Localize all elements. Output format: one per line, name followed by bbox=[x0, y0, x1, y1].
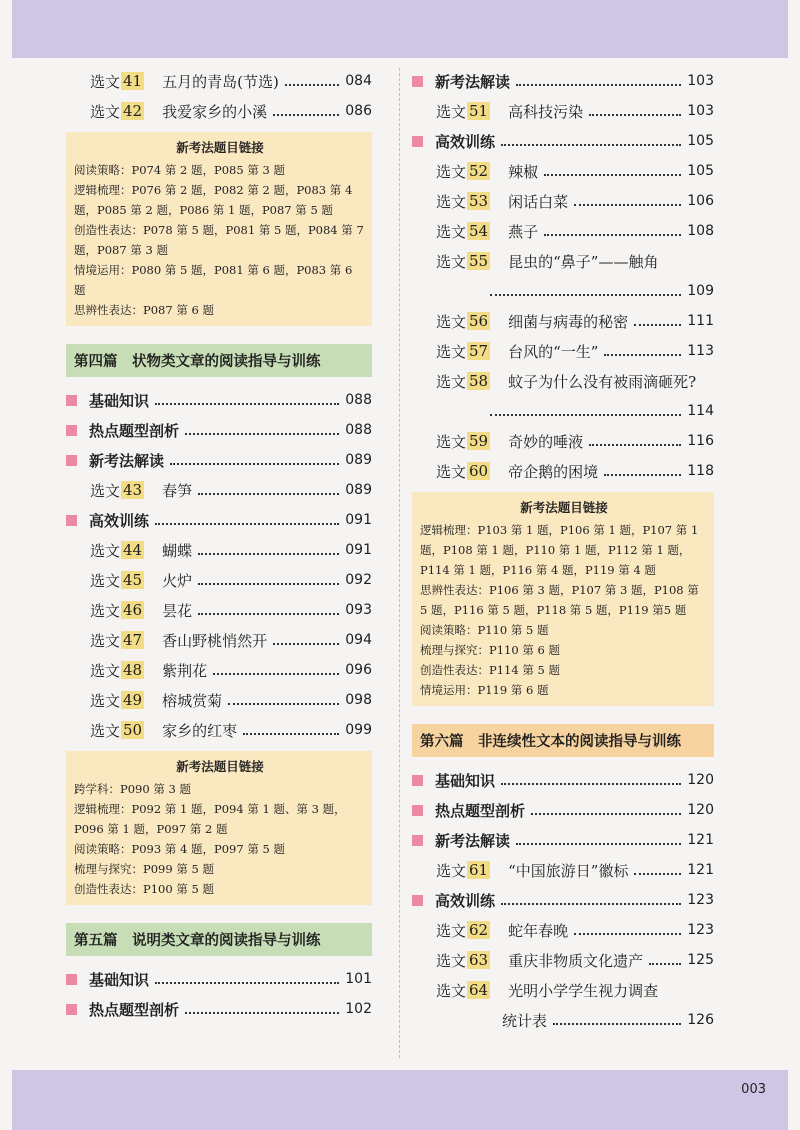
box-title: 新考法题目链接 bbox=[176, 140, 264, 155]
leader-dots bbox=[198, 613, 339, 615]
entry-title: “中国旅游日”徽标 bbox=[508, 861, 629, 880]
leader-dots bbox=[501, 903, 681, 905]
part-6-heading[interactable]: 第六篇 非连续性文本的阅读指导与训练 bbox=[412, 724, 714, 757]
entry-number: 51 bbox=[469, 102, 489, 120]
section-training[interactable] bbox=[66, 505, 372, 535]
entry-page: 091 bbox=[345, 542, 372, 558]
section-label: 基础知识 bbox=[89, 391, 150, 410]
toc-entry-45[interactable] bbox=[66, 565, 372, 595]
leader-dots bbox=[604, 354, 681, 356]
bullet-square-icon bbox=[412, 775, 423, 786]
entry-page: 105 bbox=[687, 163, 714, 179]
bullet-square-icon bbox=[412, 835, 423, 846]
toc-entry-63[interactable] bbox=[412, 945, 714, 975]
section-training[interactable] bbox=[412, 126, 714, 156]
entry-prefix: 选文 bbox=[436, 252, 467, 271]
entry-title-cont: 统计表 bbox=[502, 1011, 548, 1030]
leader-dots bbox=[634, 324, 681, 326]
toc-entry-47[interactable] bbox=[66, 625, 372, 655]
section-basics[interactable] bbox=[412, 765, 714, 795]
toc-entry-57[interactable] bbox=[412, 336, 714, 366]
entry-title: 燕子 bbox=[508, 222, 539, 241]
section-page: 103 bbox=[687, 73, 714, 89]
entry-prefix: 选文 bbox=[436, 192, 467, 211]
leader-dots bbox=[198, 583, 339, 585]
toc-entry-48[interactable] bbox=[66, 655, 372, 685]
column-divider bbox=[399, 68, 400, 1058]
entry-title: 紫荆花 bbox=[162, 661, 208, 680]
leader-dots bbox=[501, 144, 681, 146]
toc-entry-41[interactable] bbox=[66, 66, 372, 96]
leader-dots bbox=[155, 403, 339, 405]
entry-title: 奇妙的唾液 bbox=[508, 432, 584, 451]
section-page: 088 bbox=[345, 422, 372, 438]
entry-number: 47 bbox=[123, 631, 143, 649]
entry-number: 56 bbox=[469, 312, 489, 330]
leader-dots bbox=[574, 933, 681, 935]
toc-entry-46[interactable] bbox=[66, 595, 372, 625]
toc-entry-64[interactable] bbox=[412, 975, 714, 1005]
toc-entry-54[interactable] bbox=[412, 216, 714, 246]
entry-number: 49 bbox=[123, 691, 143, 709]
entry-title: 细菌与病毒的秘密 bbox=[508, 312, 629, 331]
entry-page: 123 bbox=[687, 922, 714, 938]
entry-number: 58 bbox=[469, 372, 489, 390]
entry-prefix: 选文 bbox=[436, 312, 467, 331]
entry-prefix: 选文 bbox=[436, 222, 467, 241]
leader-dots bbox=[185, 1012, 339, 1014]
bullet-square-icon bbox=[66, 455, 77, 466]
entry-page: 094 bbox=[345, 632, 372, 648]
entry-prefix: 选文 bbox=[436, 162, 467, 181]
entry-prefix: 选文 bbox=[436, 342, 467, 361]
entry-number: 60 bbox=[469, 462, 489, 480]
leader-dots bbox=[501, 783, 681, 785]
toc-entry-58-cont[interactable] bbox=[412, 396, 714, 426]
entry-number: 57 bbox=[469, 342, 489, 360]
entry-title: 昆虫的“鼻子”——触角 bbox=[508, 252, 659, 271]
entry-page: 106 bbox=[687, 193, 714, 209]
entry-prefix: 选文 bbox=[90, 571, 121, 590]
entry-prefix: 选文 bbox=[90, 541, 121, 560]
section-page: 101 bbox=[345, 971, 372, 987]
section-page: 105 bbox=[687, 133, 714, 149]
entry-page: 126 bbox=[687, 1012, 714, 1028]
box-line: 情境运用：P080 第 5 题，P081 第 6 题，P083 第 6 题 bbox=[74, 263, 353, 297]
leader-dots bbox=[516, 843, 681, 845]
entry-page: 109 bbox=[687, 283, 714, 299]
section-page: 123 bbox=[687, 892, 714, 908]
part-4-heading[interactable]: 第四篇 状物类文章的阅读指导与训练 bbox=[66, 344, 372, 377]
section-training[interactable] bbox=[412, 885, 714, 915]
right-column bbox=[412, 66, 714, 1035]
section-page: 089 bbox=[345, 452, 372, 468]
bullet-square-icon bbox=[66, 1004, 77, 1015]
box-title: 新考法题目链接 bbox=[176, 759, 264, 774]
entry-title: 重庆非物质文化遗产 bbox=[508, 951, 644, 970]
entry-title: 蚊子为什么没有被雨滴砸死? bbox=[508, 372, 697, 391]
leader-dots bbox=[544, 174, 681, 176]
leader-dots bbox=[649, 963, 681, 965]
entry-prefix: 选文 bbox=[436, 861, 467, 880]
leader-dots bbox=[155, 523, 339, 525]
section-label: 基础知识 bbox=[89, 970, 150, 989]
toc-entry-44[interactable] bbox=[66, 535, 372, 565]
entry-title: 我爱家乡的小溪 bbox=[162, 102, 268, 121]
section-new-methods[interactable] bbox=[412, 66, 714, 96]
entry-page: 125 bbox=[687, 952, 714, 968]
toc-entry-43[interactable] bbox=[66, 475, 372, 505]
leader-dots bbox=[185, 433, 339, 435]
leader-dots bbox=[155, 982, 339, 984]
toc-entry-59[interactable] bbox=[412, 426, 714, 456]
toc-entry-55-cont[interactable] bbox=[412, 276, 714, 306]
toc-entry-62[interactable] bbox=[412, 915, 714, 945]
entry-number: 50 bbox=[123, 721, 143, 739]
entry-title: 家乡的红枣 bbox=[162, 721, 238, 740]
bullet-square-icon bbox=[66, 425, 77, 436]
entry-title: 光明小学学生视力调查 bbox=[508, 981, 659, 1000]
leader-dots bbox=[170, 463, 339, 465]
leader-dots bbox=[531, 813, 681, 815]
box-line: 跨学科：P090 第 3 题 bbox=[74, 782, 191, 796]
entry-title: 五月的青岛(节选) bbox=[162, 72, 279, 91]
box-line: 情境运用：P119 第 6 题 bbox=[420, 683, 549, 697]
box-line: 逻辑梳理：P076 第 2 题，P082 第 2 题，P083 第 4 题，P085 第 2 题，P086 第 1 题，P087 第 5 题 bbox=[74, 183, 353, 217]
entry-number: 55 bbox=[469, 252, 489, 270]
entry-title: 香山野桃悄然开 bbox=[162, 631, 268, 650]
entry-title: 帝企鹅的困境 bbox=[508, 462, 599, 481]
box-line: 逻辑梳理：P092 第 1 题，P094 第 1 题、第 3 题，P096 第 1 题，P097 第 2 题 bbox=[74, 802, 346, 836]
entry-number: 53 bbox=[469, 192, 489, 210]
entry-page: 118 bbox=[687, 463, 714, 479]
entry-title: 辣椒 bbox=[508, 162, 539, 181]
box-line: 创造性表达：P078 第 5 题，P081 第 5 题，P084 第 7 题，P087 第 3 题 bbox=[74, 223, 364, 257]
entry-title: 榕城赏菊 bbox=[162, 691, 223, 710]
entry-prefix: 选文 bbox=[90, 102, 121, 121]
part-5-heading[interactable]: 第五篇 说明类文章的阅读指导与训练 bbox=[66, 923, 372, 956]
leader-dots bbox=[273, 114, 339, 116]
entry-title: 闲话白菜 bbox=[508, 192, 569, 211]
section-page: 120 bbox=[687, 772, 714, 788]
leader-dots bbox=[516, 84, 681, 86]
entry-page: 089 bbox=[345, 482, 372, 498]
leader-dots bbox=[273, 643, 339, 645]
box-line: 阅读策略：P093 第 4 题，P097 第 5 题 bbox=[74, 842, 285, 856]
leader-dots bbox=[228, 703, 339, 705]
toc-entry-64-cont[interactable] bbox=[412, 1005, 714, 1035]
toc-entry-52[interactable] bbox=[412, 156, 714, 186]
entry-number: 62 bbox=[469, 921, 489, 939]
section-label: 新考法解读 bbox=[89, 451, 165, 470]
section-hot-types[interactable] bbox=[66, 994, 372, 1024]
bullet-square-icon bbox=[412, 136, 423, 147]
entry-prefix: 选文 bbox=[436, 951, 467, 970]
toc-entry-51[interactable] bbox=[412, 96, 714, 126]
section-page: 121 bbox=[687, 832, 714, 848]
entry-page: 099 bbox=[345, 722, 372, 738]
entry-title: 火炉 bbox=[162, 571, 193, 590]
toc-entry-60[interactable] bbox=[412, 456, 714, 486]
box-line: 梳理与探究：P110 第 6 题 bbox=[420, 643, 560, 657]
toc-entry-61[interactable] bbox=[412, 855, 714, 885]
entry-prefix: 选文 bbox=[90, 601, 121, 620]
entry-title: 台风的“一生” bbox=[508, 342, 599, 361]
section-hot-types[interactable] bbox=[66, 415, 372, 445]
leader-dots bbox=[544, 234, 681, 236]
entry-number: 41 bbox=[123, 72, 143, 90]
entry-number: 44 bbox=[123, 541, 143, 559]
section-label: 新考法解读 bbox=[435, 831, 511, 850]
leader-dots bbox=[574, 204, 681, 206]
box-line: 思辨性表达：P106 第 3 题，P107 第 3 题，P108 第 5 题，P116 第 5 题，P118 第 5 题，P119 第5 题 bbox=[420, 583, 699, 617]
section-label: 热点题型剖析 bbox=[89, 421, 180, 440]
entry-prefix: 选文 bbox=[90, 481, 121, 500]
toc-entry-58[interactable] bbox=[412, 366, 714, 396]
section-label: 高效训练 bbox=[89, 511, 150, 530]
section-basics[interactable] bbox=[66, 964, 372, 994]
leader-dots bbox=[213, 673, 339, 675]
box-line: 创造性表达：P100 第 5 题 bbox=[74, 882, 214, 896]
entry-number: 42 bbox=[123, 102, 143, 120]
section-page: 102 bbox=[345, 1001, 372, 1017]
entry-number: 52 bbox=[469, 162, 489, 180]
entry-number: 64 bbox=[469, 981, 489, 999]
question-link-box-2 bbox=[66, 751, 372, 905]
section-page: 120 bbox=[687, 802, 714, 818]
top-band bbox=[12, 0, 788, 58]
entry-prefix: 选文 bbox=[436, 102, 467, 121]
box-line: 创造性表达：P114 第 5 题 bbox=[420, 663, 560, 677]
entry-prefix: 选文 bbox=[90, 721, 121, 740]
box-line: 阅读策略：P110 第 5 题 bbox=[420, 623, 549, 637]
entry-number: 63 bbox=[469, 951, 489, 969]
leader-dots bbox=[243, 733, 339, 735]
entry-page: 098 bbox=[345, 692, 372, 708]
question-link-box-3 bbox=[412, 492, 714, 706]
section-new-methods[interactable] bbox=[412, 825, 714, 855]
entry-page: 113 bbox=[687, 343, 714, 359]
entry-prefix: 选文 bbox=[436, 372, 467, 391]
leader-dots bbox=[285, 84, 339, 86]
bottom-band bbox=[12, 1070, 788, 1130]
bullet-square-icon bbox=[412, 76, 423, 87]
section-basics[interactable] bbox=[66, 385, 372, 415]
box-line: 思辨性表达：P087 第 6 题 bbox=[74, 303, 214, 317]
entry-prefix: 选文 bbox=[90, 631, 121, 650]
entry-number: 45 bbox=[123, 571, 143, 589]
leader-dots bbox=[198, 493, 339, 495]
section-label: 高效训练 bbox=[435, 891, 496, 910]
box-line: 梳理与探究：P099 第 5 题 bbox=[74, 862, 214, 876]
entry-number: 43 bbox=[123, 481, 143, 499]
section-page: 091 bbox=[345, 512, 372, 528]
entry-prefix: 选文 bbox=[90, 72, 121, 91]
left-column bbox=[66, 66, 372, 1024]
section-label: 高效训练 bbox=[435, 132, 496, 151]
box-line: 逻辑梳理：P103 第 1 题，P106 第 1 题，P107 第 1 题，P108 第 1 题，P110 第 1 题，P112 第 1 题，P114 第 1 题，P116 第 4 题，P119 第 4 题 bbox=[420, 523, 699, 577]
bullet-square-icon bbox=[412, 805, 423, 816]
entry-page: 116 bbox=[687, 433, 714, 449]
bullet-square-icon bbox=[66, 395, 77, 406]
entry-page: 111 bbox=[687, 313, 714, 329]
leader-dots bbox=[553, 1023, 681, 1025]
entry-page: 121 bbox=[687, 862, 714, 878]
entry-page: 108 bbox=[687, 223, 714, 239]
entry-prefix: 选文 bbox=[436, 981, 467, 1000]
section-hot-types[interactable] bbox=[412, 795, 714, 825]
section-label: 热点题型剖析 bbox=[435, 801, 526, 820]
entry-number: 46 bbox=[123, 601, 143, 619]
toc-entry-55[interactable] bbox=[412, 246, 714, 276]
leader-dots bbox=[490, 294, 681, 296]
bullet-square-icon bbox=[412, 895, 423, 906]
toc-entry-49[interactable] bbox=[66, 685, 372, 715]
leader-dots bbox=[198, 553, 339, 555]
entry-page: 114 bbox=[687, 403, 714, 419]
entry-prefix: 选文 bbox=[90, 691, 121, 710]
section-label: 新考法解读 bbox=[435, 72, 511, 91]
leader-dots bbox=[589, 114, 681, 116]
section-page: 088 bbox=[345, 392, 372, 408]
entry-page: 086 bbox=[345, 103, 372, 119]
entry-title: 高科技污染 bbox=[508, 102, 584, 121]
entry-title: 春笋 bbox=[162, 481, 193, 500]
entry-page: 093 bbox=[345, 602, 372, 618]
section-new-methods[interactable] bbox=[66, 445, 372, 475]
leader-dots bbox=[604, 474, 681, 476]
entry-page: 092 bbox=[345, 572, 372, 588]
question-link-box-1 bbox=[66, 132, 372, 326]
entry-prefix: 选文 bbox=[90, 661, 121, 680]
entry-title: 昙花 bbox=[162, 601, 193, 620]
section-label: 热点题型剖析 bbox=[89, 1000, 180, 1019]
box-title: 新考法题目链接 bbox=[520, 500, 608, 515]
entry-number: 54 bbox=[469, 222, 489, 240]
leader-dots bbox=[589, 444, 681, 446]
entry-page: 084 bbox=[345, 73, 372, 89]
entry-page: 103 bbox=[687, 103, 714, 119]
entry-title: 蝴蝶 bbox=[162, 541, 193, 560]
section-label: 基础知识 bbox=[435, 771, 496, 790]
entry-number: 59 bbox=[469, 432, 489, 450]
entry-prefix: 选文 bbox=[436, 432, 467, 451]
box-line: 阅读策略：P074 第 2 题，P085 第 3 题 bbox=[74, 163, 285, 177]
bullet-square-icon bbox=[66, 974, 77, 985]
entry-prefix: 选文 bbox=[436, 921, 467, 940]
toc-entry-42[interactable] bbox=[66, 96, 372, 126]
leader-dots bbox=[634, 873, 681, 875]
page-number: 003 bbox=[741, 1082, 766, 1097]
entry-title: 蛇年春晚 bbox=[508, 921, 569, 940]
bullet-square-icon bbox=[66, 515, 77, 526]
toc-entry-56[interactable] bbox=[412, 306, 714, 336]
toc-entry-53[interactable] bbox=[412, 186, 714, 216]
entry-number: 48 bbox=[123, 661, 143, 679]
entry-page: 096 bbox=[345, 662, 372, 678]
entry-prefix: 选文 bbox=[436, 462, 467, 481]
entry-number: 61 bbox=[469, 861, 489, 879]
toc-entry-50[interactable] bbox=[66, 715, 372, 745]
leader-dots bbox=[490, 414, 681, 416]
